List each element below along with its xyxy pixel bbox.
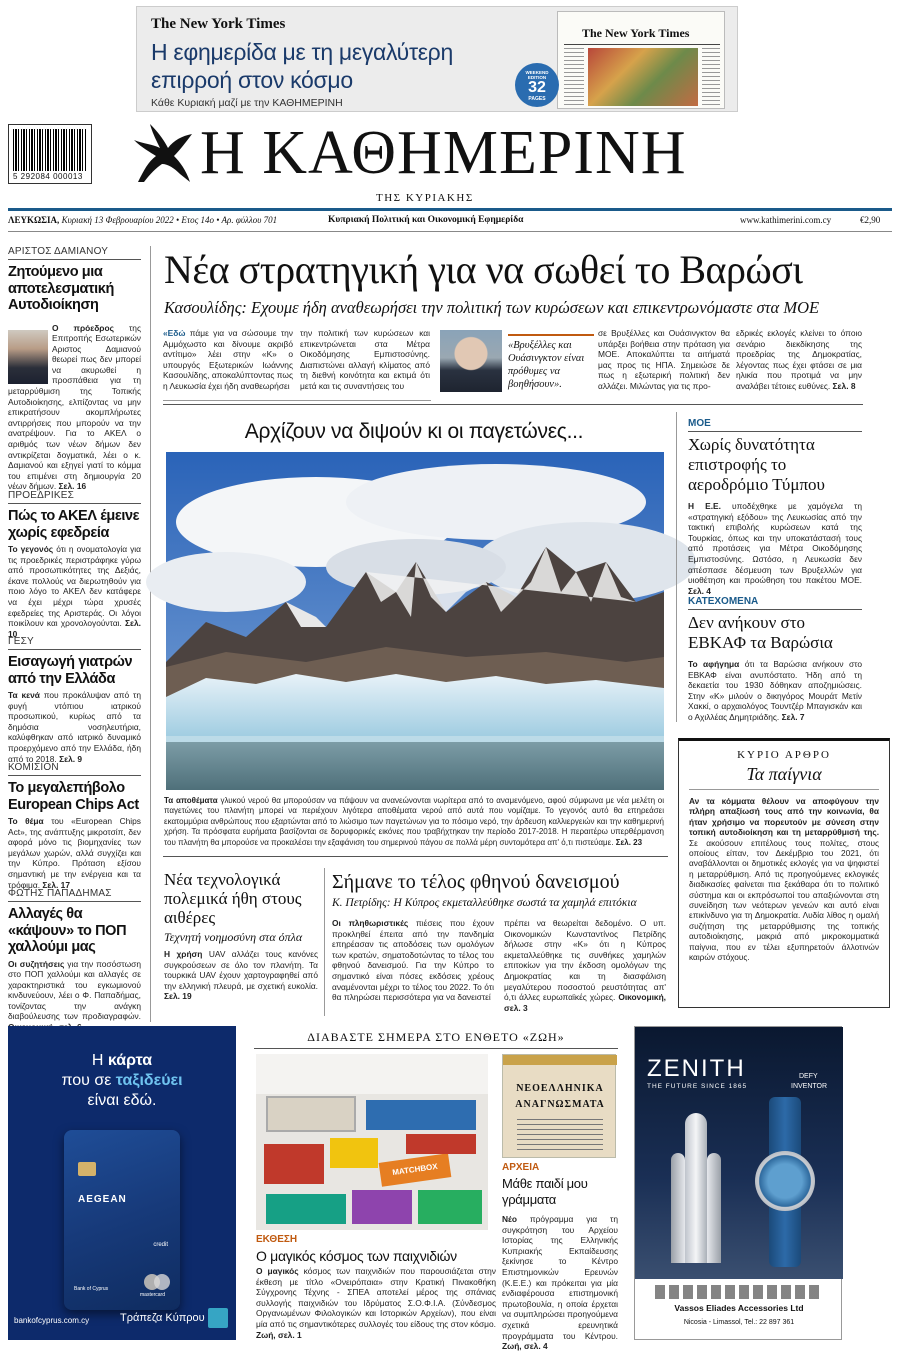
card-chip xyxy=(78,1162,96,1176)
right-story-evkaf[interactable] xyxy=(688,596,862,723)
matchbox-box: MATCHBOX xyxy=(379,1153,452,1187)
book-cover-title-2: ΑΝΑΓΝΩΣΜΑΤΑ xyxy=(515,1099,605,1110)
editorial-kicker: ΚΥΡΙΟ ΑΡΘΡΟ xyxy=(737,749,831,761)
book-body: Νέο πρόγραμμα για τη συγκρότηση του Αρχείου Ιστορίας της Ελληνικής Κυπριακής Εκπαίδευσης ξεκίνησε το Κέντρο Επιστημονικών Ερευνών (Κ.Ε.Ε.) και πρόκειται για μία ενδιαφέρουσα επιστημονική πρωτοβουλία, η οποία έρχεται να συμπληρώσει προηγούμενα σχετικά ερευνητικά προγράμματα του Κέντρου. Ζωή, σελ. 4 xyxy=(502,1214,619,1352)
loans-deck: Κ. Πετρίδης: Η Κύπρος εκμεταλλεύθηκε σωστά τα χαμηλά επιτόκια xyxy=(332,897,637,909)
sidebar-story-halloumi[interactable] xyxy=(8,888,141,1023)
zoi-banner[interactable]: ΔΙΑΒΑΣΤΕ ΣΗΜΕΡΑ ΣΤΟ ΕΝΘΕΤΟ «ΖΩΗ» xyxy=(307,1030,565,1044)
glacier-headline[interactable]: Αρχίζουν να διψούν κι οι παγετώνες... xyxy=(244,420,584,443)
tech-headline: Νέα τεχνολογικά πολεμικά ήθη στους αιθέρες xyxy=(164,870,302,927)
toy-headline[interactable]: Ο μαγικός κόσμος των παιχνιδιών xyxy=(256,1248,457,1264)
toys-photo[interactable] xyxy=(256,1054,488,1230)
damianou-photo xyxy=(8,330,48,384)
sidebar-headline: Το μεγαλεπήβολο European Chips Act xyxy=(8,780,139,813)
sidebar-headline: Αλλαγές θα «κάψουν» το ΠΟΠ χαλλούμι μας xyxy=(8,906,127,955)
sidebar-story-damianou[interactable] xyxy=(8,246,141,492)
nyt-paper-brand: The New York Times xyxy=(582,26,690,40)
dateline-tagline: Κυπριακή Πολιτική και Οικονομική Εφημερίδα xyxy=(328,215,524,225)
sidebar-kicker: ΓΕΣΥ xyxy=(8,636,34,647)
nyt-paper-thumbnail xyxy=(557,11,725,109)
lead-col-2: την πολιτική των κυρώσεων και επικεντρώνεται στα Μέτρα Οικοδόμησης Εμπιστοσύνης. Διαπιστώνει αλλαγή κλίματος από τη διεθνή κοινότητα και εκτιμά ότι μετά και τις συναντήσεις του xyxy=(300,328,430,391)
zenith-tagline: THE FUTURE SINCE 1865 xyxy=(647,1083,748,1090)
sidebar-body: Ο πρόεδρος της Επιτροπής Εσωτερικών Αριστος Δαμιανού θεωρεί πως δεν μπορεί να ακυρωθεί η προσπάθεια για τη μεταρρύθμιση της Τοπικής Αυτοδιοίκησης, ελπίζοντας να μην επικρατήσουν ακομπλήρωτες αντιρρήσεις που μπορούν να την ανατρέψουν. Για το ΑΚΕΛ ο αριθμός των νέων δήμων δεν αντικρίζεται δογματικά, λέει ο κ. Δαμιανού και εξηγεί γιατί το κόμμα του επιμένει στη δημιουργία 20 νέων δήμων. Σελ. 16 xyxy=(8,322,141,492)
sidebar-headline: Ζητούμενο μια αποτελεσματική Αυτοδιοίκηση xyxy=(8,264,114,313)
toy-body: Ο μαγικός κόσμος των παιχνιδιών που παρουσιάζεται στην έκθεση με τίτλο «Ονειρόπαια» στην Κρατική Πινακοθήκη Σύγχρονης Τέχνης - ΣΠΕΑ αποτελεί μέρος της σπάνιας συλλογής παιχνιδιών του Ιδρύματος Σ.Ο.Φ.Ι.Α. (Σύνδεσμος Οργανωμένων Φιλολογικών και Ιστορικών Αρχείων), που είναι μία από τις σημαντικότερες συλλογές του είδους της στον κόσμο. Ζωή, σελ. 1 xyxy=(256,1266,496,1340)
nyt-promo-banner[interactable] xyxy=(136,6,738,112)
story-body: Το αφήγημα ότι τα Βαρώσια ανήκουν στο ΕΒΚΑΦ είναι ανυπόστατο. Ήδη από τη δεκαετία του 1930 δόθηκαν αποζημιώσεις. Στην «Κ» μιλούν ο δικηγόρος Μουράτ Μετίν Χακκί, ο αρχαιολόγος Τουντζέρ Μπαγισκάν και ο Αχιλλέας Δημητριάδης. Σελ. 7 xyxy=(688,659,862,722)
sidebar-kicker: ΠΡΟΕΔΡΙΚΕΣ xyxy=(8,490,74,501)
sidebar-story-gesy[interactable] xyxy=(8,636,141,764)
dateline xyxy=(8,215,892,229)
glacier-caption: Τα αποθέματα γλυκού νερού θα μπορούσαν να πάψουν να ανανεώνονται νωρίτερα από το αναμενόμενο, αφού σύμφωνα με νέα μελέτη οι παγετώνες του πλανήτη μπορεί να περιέχουν λιγότερα αποθέματα νερού από αυτά που νομίζαμε. Το γεγονός αυτό θα επηρεάσει εκατομμύρια ανθρώπους που εξαρτώνται από το λιώσιμο των παγετώνων για το πόσιμο νερό, την άρδευση καλλιεργειών και την καθημερινή χρήση. Τα πρόσφατα ευρήματα βασίζονται σε δορυφορικές εικόνες που τραβήχτηκαν την περίοδο 2017-2018. Η περαιτέρω υπερθέρμανση του πλανήτη θα μπορούσε να προκαλέσει την εξαφάνιση του σημερινού πάγου σε πολλά μέρη συντομότερα απ' ό,τι πιστεύαμε. Σελ. 23 xyxy=(164,796,665,847)
barcode-digits: 5 292084 000013 xyxy=(13,172,83,181)
promo-sub: Κάθε Κυριακή μαζί με την ΚΑΘΗΜΕΡΙΝΗ xyxy=(151,97,343,109)
promo-headline-1: Η εφημερίδα με τη μεγαλύτερη xyxy=(151,39,453,65)
editorial-title: Τα παίγνια xyxy=(689,764,879,790)
lead-quote: «Βρυξέλλες και Ουάσινγκτον είναι πρόθυμες να βοηθήσουν». xyxy=(508,334,594,391)
website[interactable]: www.kathimerini.com.cy xyxy=(740,215,832,225)
defy-label: DEFY xyxy=(799,1073,818,1080)
nyt-brand: The New York Times xyxy=(151,16,286,32)
right-story-moe[interactable] xyxy=(688,418,863,596)
editorial-body: Αν τα κόμματα θέλουν να αποφύγουν την πλήρη απαξίωσή τους από την κοινωνία, θα ήταν χρήσιμο να πορευτούν με σύνεση στην τοπική αυτοδιοίκηση και τη μεταρρύθμισή της. Σε ακούσουν επιτέλους τους πολίτες, στους οποίους είπαν, τον Δεκέμβριο του 2021, ότι αναβάλλονται οι δημοτικές εκλογές για να ψηφιστεί η μεταρρύθμιση. Από τις προηγούμενες εκλογικές διαδικασίες φαίνεται πια ξεκάθαρα ότι το πολιτικό σύστημα και οι εκπρόσωποί του απαξιώνονται στη συνείδηση των νεότερων γενεών και αυτό είναι επικίνδυνο για τη Δημοκρατία. Λυδία λίθος η ομαλή συζήτηση της μεταρρύθμισης της τοπικής αυτοδιοίκησης, μακριά από μικροκομματικά παίγνια, που εν τέλει εξυπηρετούν άλλοτινών καιρών στόχους. xyxy=(689,796,879,963)
lead-col-3: σε Βρυξέλλες και Ουάσινγκτον θα υπάρξει βοήθεια στην πρόταση για ΜΟΕ. Αποκαλύπτει τα αιτήματά μας προς τις ΗΠΑ. Σημειώσε δε πως η εξωτερική πολιτική δεν αλλάζει. Μιλώντας για τις προ- xyxy=(598,328,730,391)
mastercard-icon xyxy=(144,1274,170,1290)
toy-tag: ΕΚΘΕΣΗ xyxy=(256,1234,298,1245)
barcode-bars xyxy=(13,129,87,171)
glacier-photo[interactable] xyxy=(166,452,664,790)
weekend-badge: WEEKEND EDITION 32 PAGES xyxy=(515,63,559,107)
book-cover-photo[interactable] xyxy=(502,1054,616,1158)
story-headline: Χωρίς δυνατότητα επιστροφής το αεροδρόμιο Τύμπου xyxy=(688,435,825,494)
aegean-credit-card xyxy=(64,1130,180,1310)
card-brand: AEGEAN xyxy=(78,1194,127,1205)
zenith-brand: ZENITH xyxy=(647,1055,746,1082)
bank-logo-icon xyxy=(208,1308,228,1328)
sidebar-kicker: ΑΡΙΣΤΟΣ ΔΑΜΙΑΝΟΥ xyxy=(8,246,109,257)
dateline-city: ΛΕΥΚΩΣΙΑ, xyxy=(8,215,60,225)
book-cover-title-1: ΝΕΟΕΛΛΗΝΙΚΑ xyxy=(516,1083,604,1094)
barcode xyxy=(8,124,92,184)
bank-url[interactable]: bankofcyprus.com.cy xyxy=(14,1316,90,1325)
price: €2,90 xyxy=(860,215,881,225)
loans-story[interactable] xyxy=(332,870,667,1013)
lead-headline[interactable]: Νέα στρατηγική για να σωθεί το Βαρώσι xyxy=(164,247,803,292)
ad-line-1: Η κάρτα xyxy=(91,1052,153,1069)
paper-photo xyxy=(588,48,698,106)
promo-headline-2: επιρροή στον κόσμο xyxy=(151,67,353,93)
story-tag: ΚΑΤΕΧΟΜΕΝΑ xyxy=(688,596,759,607)
griffin-logo xyxy=(130,122,198,186)
zenith-dealer: Vassos Eliades Accessories Ltd xyxy=(674,1303,804,1313)
inventor-label: INVENTOR xyxy=(791,1083,828,1090)
tech-deck: Τεχνητή νοημοσύνη στα όπλα xyxy=(164,930,303,944)
loans-col-2: πρέπει να θεωρείται δεδομένο. Ο υπ. Οικονομικών Κωνσταντίνος Πετρίδης δήλωσε στην «Κ» ότι η Κύπρος εκμεταλλεύθηκε τις συνθήκες χαμηλών επιτοκίων για την έκδοση ομολόγων της Δημοκρατίας και τη διασφάλιση μεγαλύτερου ποσοστού ρευστότητας απ' ό,τι άλλες ευρωπαϊκές χώρες. Οικονομική, σελ. 3 xyxy=(504,918,667,1013)
sidebar-story-akel[interactable] xyxy=(8,490,141,639)
dateline-date: Κυριακή 13 Φεβρουαρίου 2022 • Ετος 14ο • Αρ. φύλλου 701 xyxy=(61,215,278,225)
lead-col-4: εδρικές εκλογές κλείνει το όποιο σενάριο διεκδίκησης της προεδρίας της Δημοκρατίας, λέγοντας πως έχει φτάσει σε μια ηλικία που προτιμά να μην αναλάβει τέτοιες ευθύνες. Σελ. 8 xyxy=(736,328,862,391)
ad-line-2: που σε ταξιδεύει xyxy=(61,1072,183,1089)
card-type: credit xyxy=(153,1242,168,1248)
masthead-title: Η ΚΑΘΗΜΕΡΙΝΗ xyxy=(200,119,687,187)
sidebar-story-chips[interactable] xyxy=(8,762,141,890)
tech-story[interactable] xyxy=(164,870,318,1003)
tech-body: Η χρήση UAV αλλάζει τους κανόνες συγκρούσεων σε όλο τον πλανήτη. Τα τουρκικά UAV έχουν χαρτογραφηθεί από την ελληνική πλευρά, με σχετική ευκολία. Σελ. 19 xyxy=(164,949,318,1002)
sidebar-body: Το θέμα του «European Chips Act», της ανάπτυξης μικροτσίπ, δεν αφορά μόνο τις βιομηχανίες των μεγάλων χωρών, αλλά συγχίζει και την Κύπρο. Πρόταση εξίσου σημαντική με την ενέργεια και τα τρόφιμα. Σελ. 17 xyxy=(8,816,141,890)
left-sidebar xyxy=(8,246,141,1022)
masthead-subtitle: ΤΗΣ ΚΥΡΙΑΚΗΣ xyxy=(376,192,474,204)
sidebar-body: Το γεγονός ότι η ονοματολογία για τις προεδρικές περιστράφηκε γύρω από προσωπικότητες της Δεξιάς, έκανε πολλούς να διερωτηθούν για ποιο λόγο το ΑΚΕΛ δεν κατάφερε να έχει μέχρι τώρα χρυσές εφεδρείες της Αριστεράς. Οι λόγοι ποικίλουν και χρονολογούνται. Σελ. 10 xyxy=(8,544,141,639)
ad-line-3: είναι εδώ. xyxy=(87,1092,157,1109)
loans-headline: Σήμανε το τέλος φθηνού δανεισμού xyxy=(332,871,620,893)
book-headline[interactable]: Μάθε παιδί μου γράμματα xyxy=(502,1176,588,1207)
sidebar-body: Τα κενά που προκάλυψαν από τη φυγή ντόπιου ιατρικού προσωπικού, κυρίως από τα δημόσια νοσηλευτήρια, καλύφθηκαν από ιατρικό δυναμικό προερχόμενο από την Ελλάδα, ήδη από το 2018. Σελ. 9 xyxy=(8,690,141,764)
watch-icon xyxy=(755,1097,815,1267)
editorial-box[interactable] xyxy=(678,738,890,1008)
bank-name: Τράπεζα Κύπρου xyxy=(120,1312,205,1324)
lead-col-1: «Εδώ πάμε για να σώσουμε την Αμμόχωστο και δίνουμε ακριβό αντίτιμο» λέει στην «Κ» ο υπουργός Εξωτερικών Ιωάννης Κασουλίδης, αποκαλύπτοντας πως η Λευκωσία έχει ήδη αναθεωρήσει xyxy=(163,328,293,391)
sidebar-headline: Πώς το ΑΚΕΛ έμεινε χωρίς εφεδρεία xyxy=(8,508,140,541)
story-body: Η Ε.Ε. υποδέχθηκε με χαμόγελα τη «στρατηγική εξόδου» της Λευκωσίας από την τακτική επιβολής κυρώσεων κατά της Τουρκίας, όπως και την υποκατάστασή τους από προτάσεις για Μέτρα Οικοδόμησης Εμπιστοσύνης. Ωστόσο, η Λευκωσία δεν απέσπασε δέσμευση των Βρυξελλών για υιοθέτηση και προώθηση του πακέτου ΜΟΕ. Σελ. 4 xyxy=(688,501,863,596)
card-issuer: Bank of Cyprus xyxy=(74,1286,109,1292)
zenith-address: Nicosia - Limassol, Tel.: 22 897 361 xyxy=(683,1319,795,1326)
story-tag: ΜΟΕ xyxy=(688,418,711,429)
sidebar-kicker: ΦΩΤΗΣ ΠΑΠΑΔΗΜΑΣ xyxy=(8,888,112,899)
lead-deck: Κασουλίδης: Εχουμε ήδη αναθεωρήσει την πολιτική των κυρώσεων και επικεντρωνόμαστε στα ΜΟΕ xyxy=(164,298,820,317)
mastercard-label: mastercard xyxy=(140,1292,166,1298)
sidebar-body: Οι συζητήσεις για την ποσόστωση στο ΠΟΠ χαλλούμι και αλλαγές σε χαρακτηριστικά του εγκωμιονού κινδυνεύουν, λέει ο Φ. Παπαδήμας, τονίζοντας την ανάγκη διαβούλευσης των προδιαγραφών. xyxy=(8,958,141,1022)
bank-of-cyprus-ad[interactable] xyxy=(8,1026,236,1340)
loans-col-1: Οι πληθωριστικές πιέσεις που έχουν προκληθεί έπειτα από την πανδημία επηρέασαν τις αποδόσεις των ομολόγων των κρατών, σηματοδοτώντας το τέλος του φθηνού δανεισμού. Για την Κύπρο το σημαντικό είναι πόσες εκδόσεις χρέους αναμένονται μέχρι το τέλος του 2022. Το ότι θα πληρώσει περισσότερα για να δανειστεί xyxy=(332,918,494,1003)
rocket-icon xyxy=(671,1113,721,1279)
kasoulides-photo xyxy=(440,330,502,392)
sidebar-headline: Εισαγωγή γιατρών από την Ελλάδα xyxy=(8,654,133,687)
sidebar-kicker: ΚΟΜΙΣΙΟΝ xyxy=(8,762,59,773)
story-headline: Δεν ανήκουν στο ΕΒΚΑΦ τα Βαρώσια xyxy=(688,613,833,652)
zenith-ad[interactable] xyxy=(634,1026,842,1340)
book-tag: ΑΡΧΕΙΑ xyxy=(502,1162,540,1173)
